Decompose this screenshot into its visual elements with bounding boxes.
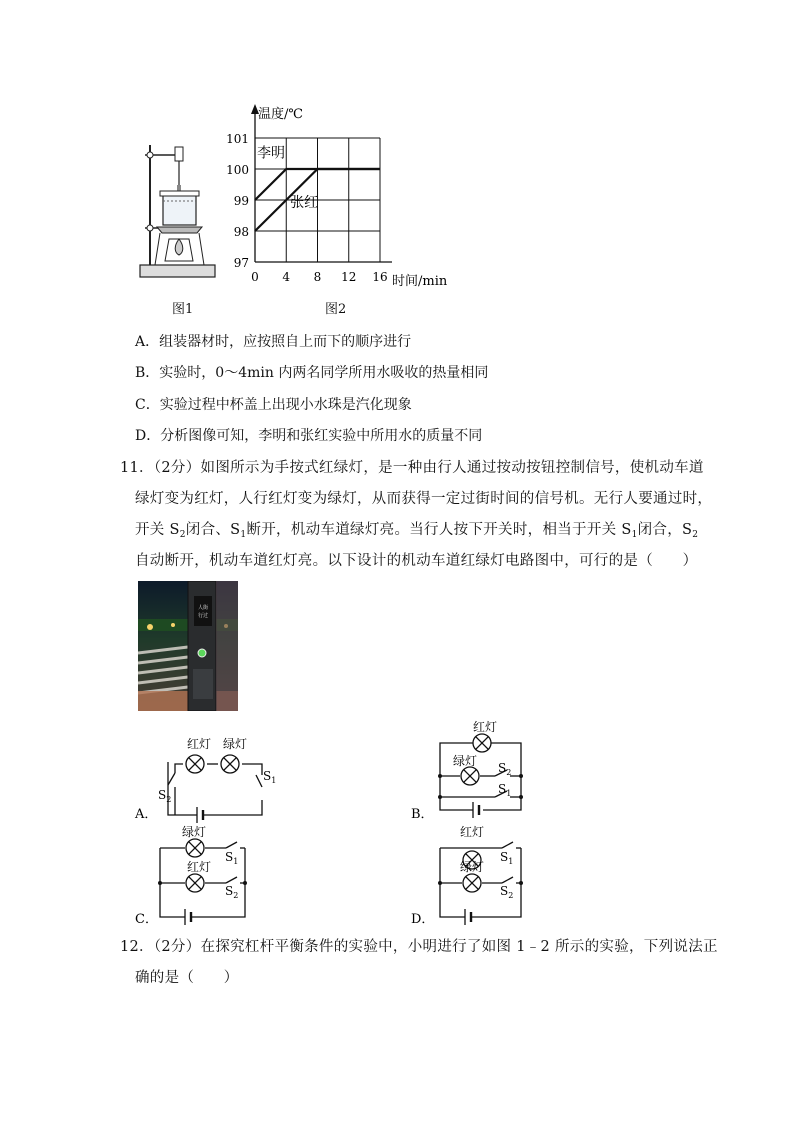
q10-option-c: C．实验过程中杯盖上出现小水珠是汽化现象 bbox=[135, 397, 412, 413]
y-tick-label: 98 bbox=[233, 225, 249, 239]
y-tick-label: 100 bbox=[226, 163, 249, 177]
circuit-a-red-label: 红灯 bbox=[187, 737, 212, 751]
circuit-a-red-lamp bbox=[186, 755, 204, 773]
q11-stem-line1: 11．（2分）如图所示为手按式红绿灯，是一种由行人通过按动按钮控制信号，使机动车道 bbox=[120, 460, 704, 476]
svg-text:红灯: 红灯 bbox=[187, 860, 212, 874]
svg-text:S2: $S_2$ bbox=[225, 884, 239, 900]
q11-stem-line3: 开关 $S_2$闭合、$S_1$断开，机动车道绿灯亮。当行人按下开关时，相当于开关 $S_1$闭合，$S_2$ bbox=[135, 522, 699, 540]
circuit-options bbox=[130, 715, 550, 930]
svg-text:S1: $S_1$ bbox=[263, 769, 277, 785]
q10-option-b: B．实验时，0～4min 内两名同学所用水吸收的热量相同 bbox=[135, 365, 489, 381]
x-tick-label: 16 bbox=[372, 270, 388, 284]
temperature-chart bbox=[225, 100, 465, 295]
crosswalk-button-photo bbox=[138, 581, 238, 711]
y-axis-label: 温度/℃ bbox=[258, 107, 303, 122]
x-tick-label: 8 bbox=[313, 270, 322, 284]
series-label-liming: 李明 bbox=[257, 145, 285, 162]
x-tick-label: 0 bbox=[251, 270, 259, 284]
circuit-a bbox=[168, 762, 262, 823]
y-tick-label: 97 bbox=[233, 256, 249, 270]
figure2-caption: 图2 bbox=[325, 302, 347, 317]
svg-text:S1: $S_1$ bbox=[498, 782, 512, 798]
q12-stem-line2: 确的是（ ） bbox=[135, 970, 239, 986]
figure1-apparatus bbox=[135, 135, 220, 285]
q10-option-d: D．分析图像可知，李明和张红实验中所用水的质量不同 bbox=[135, 428, 483, 444]
svg-text:S2: $S_2$ bbox=[498, 761, 512, 777]
circuit-a-green-lamp bbox=[221, 755, 239, 773]
q11-stem-line4: 自动断开，机动车道红灯亮。以下设计的机动车道红绿灯电路图中，可行的是（ ） bbox=[135, 553, 698, 569]
circuit-a-green-label: 绿灯 bbox=[223, 737, 248, 751]
x-tick-label: 12 bbox=[341, 270, 357, 284]
circuit-d-label: D． bbox=[411, 912, 435, 927]
q11-stem-line2: 绿灯变为红灯，人行红灯变为绿灯，从而获得一定过街时间的信号机。无行人要通过时， bbox=[135, 491, 713, 507]
q10-option-a: A．组装器材时，应按照自上而下的顺序进行 bbox=[135, 334, 412, 350]
series-label-zhanghong: 张红 bbox=[290, 195, 319, 212]
svg-text:绿灯: 绿灯 bbox=[460, 860, 485, 874]
circuit-c-red-lamp bbox=[186, 874, 204, 892]
svg-text:绿灯: 绿灯 bbox=[453, 754, 478, 768]
y-tick-label: 101 bbox=[226, 132, 249, 146]
q12-stem-line1: 12．（2分）在探究杠杆平衡条件的实验中，小明进行了如图 1﹣2 所示的实验，下列说法正 bbox=[120, 939, 718, 955]
circuit-d-red-lamp bbox=[463, 874, 481, 892]
svg-text:绿灯: 绿灯 bbox=[182, 825, 207, 839]
figure1-caption: 图1 bbox=[172, 302, 194, 317]
x-axis-label: 时间/min bbox=[392, 274, 448, 289]
svg-text:红灯: 红灯 bbox=[473, 720, 498, 734]
circuit-b-label: B． bbox=[411, 807, 434, 822]
circuit-b-green-lamp bbox=[461, 767, 479, 785]
svg-text:行过: 行过 bbox=[197, 613, 209, 619]
svg-text:S1: $S_1$ bbox=[225, 850, 239, 866]
circuit-a-label: A． bbox=[135, 807, 158, 822]
circuit-b-red-lamp bbox=[473, 734, 491, 752]
svg-text:S2: $S_2$ bbox=[158, 788, 172, 804]
circuit-c-label: C． bbox=[135, 912, 158, 927]
photo-sign-text: 人街 bbox=[197, 605, 209, 611]
svg-text:S1: $S_1$ bbox=[500, 850, 514, 866]
y-tick-label: 99 bbox=[233, 194, 249, 208]
svg-text:红灯: 红灯 bbox=[460, 825, 485, 839]
x-tick-label: 4 bbox=[282, 270, 291, 284]
circuit-c-green-lamp bbox=[186, 839, 204, 857]
svg-text:S2: $S_2$ bbox=[500, 884, 514, 900]
